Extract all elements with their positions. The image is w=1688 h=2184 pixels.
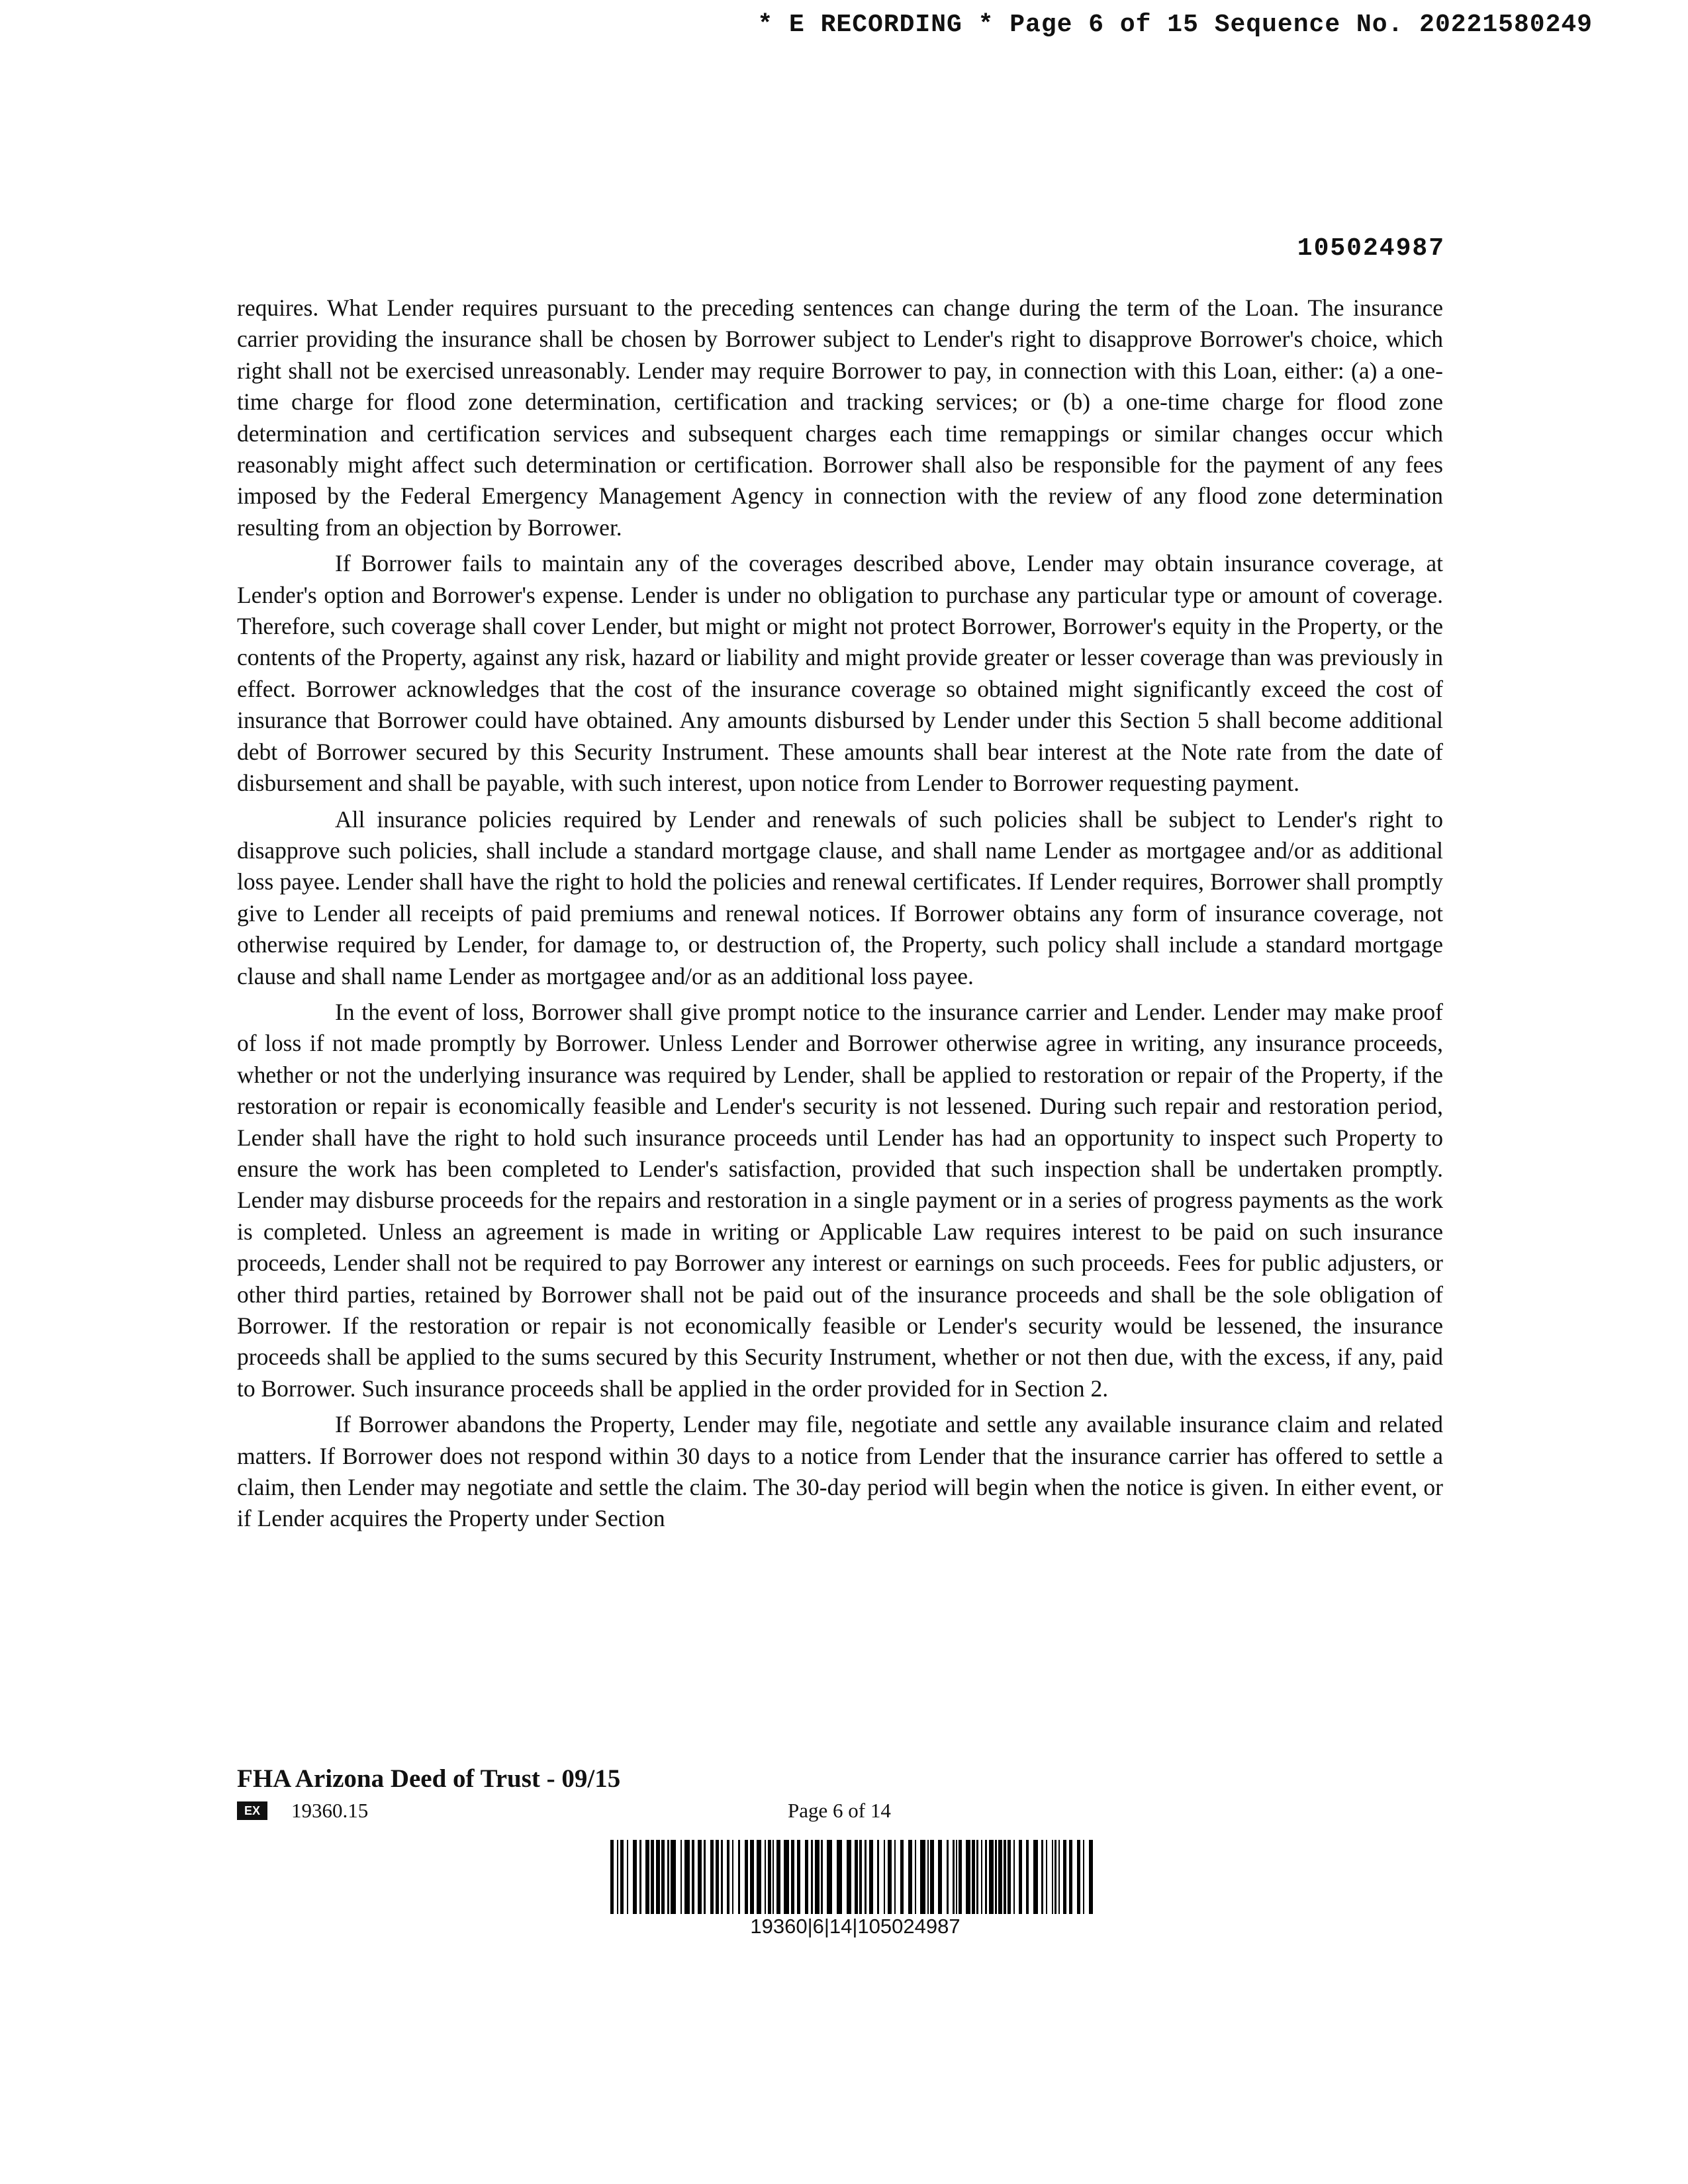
loan-number: 105024987	[1297, 234, 1445, 263]
paragraph: If Borrower abandons the Property, Lender may file, negotiate and settle any available insurance claim and related matters. If Borrower does not respond within 30 days to a notice from Lender that the insurance carrier has offered to settle a claim, then Lender may negotiate and settle the claim. The 30-day period will begin when the notice is given. In either event, or if Lender acquires the Property under Section	[237, 1411, 1443, 1532]
paragraph: If Borrower fails to maintain any of the coverages described above, Lender may obtain insurance coverage, at Lender's option and Borrower's expense. Lender is under no obligation to purchase any particular type or amount of coverage. Therefore, such coverage shall cover Lender, but might or might not protect Borrower, Borrower's equity in the Property, or the contents of the Property, against any risk, hazard or liability and might provide greater or lesser coverage than was previously in effect. Borrower acknowledges that the cost of the insurance coverage so obtained might significantly exceed the cost of insurance that Borrower could have obtained. Any amounts disbursed by Lender under this Section 5 shall become additional debt of Borrower secured by this Security Instrument. These amounts shall bear interest at the Note rate from the date of disbursement and shall be payable, with such interest, upon notice from Lender to Borrower requesting payment.	[237, 550, 1443, 797]
form-number: 19360.15	[291, 1799, 369, 1822]
paragraph: All insurance policies required by Lender and renewals of such policies shall be subject to Lender's right to disapprove such policies, shall include a standard mortgage clause, and shall name Lender as mortgagee and/or as additional loss payee. Lender shall have the right to hold the policies and renewal certificates. If Lender requires, Borrower shall promptly give to Lender all receipts of paid premiums and renewal notices. If Borrower obtains any form of insurance coverage, not otherwise required by Lender, for damage to, or destruction of, the Property, such policy shall include a standard mortgage clause and shall name Lender as mortgagee and/or as an additional loss payee.	[237, 805, 1443, 989]
form-id	[237, 1799, 368, 1823]
document-body	[237, 293, 1443, 1539]
barcode-label: 19360|6|14|105024987	[750, 1915, 961, 1938]
barcode-icon	[610, 1840, 1100, 1914]
paragraph: In the event of loss, Borrower shall give prompt notice to the insurance carrier and Lender. Lender may make proof of loss if not made promptly by Borrower. Unless Lender and Borrower otherwise agree in writing, any insurance proceeds, whether or not the underlying insurance was required by Lender, shall be applied to restoration or repair of the Property, if the restoration or repair is economically feasible and Lender's security is not lessened. During such repair and restoration period, Lender shall have the right to hold such insurance proceeds until Lender has had an opportunity to inspect such Property to ensure the work has been completed to Lender's satisfaction, provided that such inspection shall be undertaken promptly. Lender may disburse proceeds for the repairs and restoration in a single payment or in a series of progress payments as the work is completed. Unless an agreement is made in writing or Applicable Law requires interest to be paid on such insurance proceeds, Lender shall not be required to pay Borrower any interest or earnings on such proceeds. Fees for public adjusters, or other third parties, retained by Borrower shall not be paid out of the insurance proceeds and shall be the sole obligation of Borrower. If the restoration or repair is not economically feasible or Lender's security would be lessened, the insurance proceeds shall be applied to the sums secured by this Security Instrument, whether or not then due, with the excess, if any, paid to Borrower. Such insurance proceeds shall be applied in the order provided for in Section 2.	[237, 998, 1443, 1402]
ellie-mae-logo-icon: EX	[237, 1801, 267, 1820]
paragraph-continuation: requires. What Lender requires pursuant to the preceding sentences can change during the term of the Loan. The insurance carrier providing the insurance shall be chosen by Borrower subject to Lender's right to disapprove Borrower's choice, which right shall not be exercised unreasonably. Lender may require Borrower to pay, in connection with this Loan, either: (a) a one-time charge for flood zone determination, certification and tracking services; or (b) a one-time charge for flood zone determination and certification services and subsequent charges each time remappings or similar changes occur which reasonably might affect such determination or certification. Borrower shall also be responsible for the payment of any fees imposed by the Federal Emergency Management Agency in connection with the review of any flood zone determination resulting from an objection by Borrower.	[237, 295, 1443, 541]
page-number: Page 6 of 14	[788, 1799, 891, 1822]
recording-header: * E RECORDING * Page 6 of 15 Sequence No. 20221580249	[757, 11, 1593, 39]
form-title: FHA Arizona Deed of Trust - 09/15	[237, 1764, 621, 1793]
